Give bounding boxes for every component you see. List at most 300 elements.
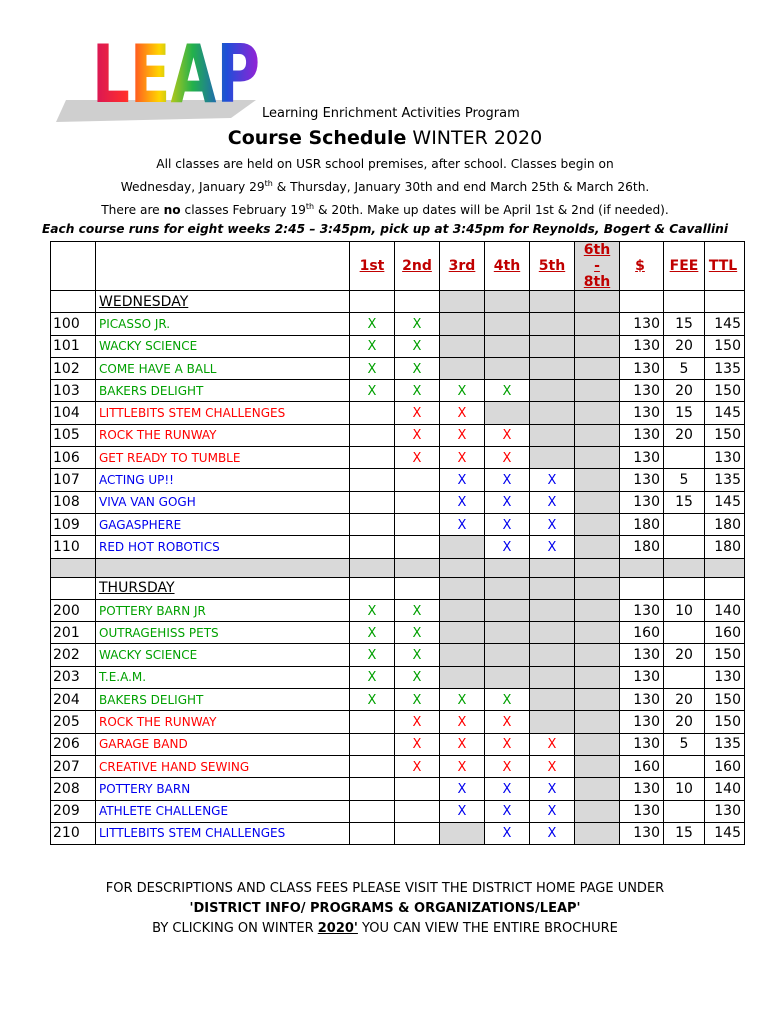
course-row xyxy=(51,424,745,446)
course-price: 130 xyxy=(620,447,664,469)
grade-mark: X xyxy=(502,781,512,797)
section-label-wednesday: WEDNESDAY xyxy=(99,293,189,310)
grade-cell xyxy=(350,666,395,688)
grade-cell xyxy=(575,424,620,446)
course-name: RED HOT ROBOTICS xyxy=(96,536,350,558)
grade-cell xyxy=(350,778,395,800)
grade-cell xyxy=(485,469,530,491)
grade-mark: X xyxy=(412,648,422,664)
grade-mark: X xyxy=(367,603,377,619)
course-name: ROCK THE RUNWAY xyxy=(96,424,350,446)
course-row xyxy=(51,622,745,644)
course-name: WACKY SCIENCE xyxy=(96,335,350,357)
grade-cell xyxy=(575,711,620,733)
course-total: 145 xyxy=(705,491,745,513)
course-number: 208 xyxy=(51,778,96,800)
course-total: 140 xyxy=(705,599,745,621)
header-label-6th-8th xyxy=(575,242,619,290)
course-price: 130 xyxy=(620,733,664,755)
section-grade-cell xyxy=(485,291,530,313)
grade-cell xyxy=(575,536,620,558)
grade-cell xyxy=(485,424,530,446)
course-number: 210 xyxy=(51,822,96,844)
header-label-2nd: 2nd xyxy=(402,258,432,274)
section-grade-cell xyxy=(575,577,620,599)
header-6th-8th-part: 6th xyxy=(583,242,611,258)
grade-cell xyxy=(395,644,440,666)
intro-line-2: Wednesday, January 29th & Thursday, January 30th and end March 25th & March 26th. xyxy=(120,179,650,195)
grade-mark: X xyxy=(367,361,377,377)
grade-cell xyxy=(575,335,620,357)
grade-cell xyxy=(395,491,440,513)
section-label-thursday: THURSDAY xyxy=(99,580,175,597)
grade-cell xyxy=(440,622,485,644)
grade-cell xyxy=(395,313,440,335)
grade-cell xyxy=(485,402,530,424)
header-cell xyxy=(664,242,705,291)
grade-mark: X xyxy=(457,737,467,753)
grade-cell xyxy=(350,402,395,424)
course-price: 130 xyxy=(620,357,664,379)
course-row xyxy=(51,536,745,558)
grade-cell xyxy=(530,666,575,688)
course-total: 130 xyxy=(705,800,745,822)
grade-cell xyxy=(350,622,395,644)
course-total: 140 xyxy=(705,778,745,800)
grade-cell xyxy=(530,800,575,822)
grade-cell xyxy=(575,689,620,711)
grade-mark: X xyxy=(457,428,467,444)
course-fee: 20 xyxy=(664,424,705,446)
title-rest: WINTER 2020 xyxy=(412,127,543,149)
course-total: 160 xyxy=(705,755,745,777)
course-price: 160 xyxy=(620,755,664,777)
course-row xyxy=(51,689,745,711)
grade-mark: X xyxy=(457,450,467,466)
course-fee xyxy=(664,800,705,822)
grade-mark: X xyxy=(547,826,557,842)
section-ttl-cell xyxy=(705,291,745,313)
grade-cell xyxy=(575,666,620,688)
course-fee: 15 xyxy=(664,491,705,513)
course-fee xyxy=(664,513,705,535)
grade-mark: X xyxy=(502,714,512,730)
course-number: 110 xyxy=(51,536,96,558)
section-price-cell xyxy=(620,577,664,599)
header-label--: $ xyxy=(635,258,645,274)
course-number: 202 xyxy=(51,644,96,666)
course-number: 204 xyxy=(51,689,96,711)
grade-cell xyxy=(395,447,440,469)
grade-cell xyxy=(485,778,530,800)
course-price: 180 xyxy=(620,536,664,558)
course-name: COME HAVE A BALL xyxy=(96,357,350,379)
course-number: 107 xyxy=(51,469,96,491)
grade-mark: X xyxy=(367,339,377,355)
course-number: 207 xyxy=(51,755,96,777)
header-label-fee: FEE xyxy=(669,258,699,274)
spacer-cell xyxy=(350,558,395,577)
section-num-cell xyxy=(51,577,96,599)
course-fee: 15 xyxy=(664,313,705,335)
footer-line-1: FOR DESCRIPTIONS AND CLASS FEES PLEASE VISIT THE DISTRICT HOME PAGE UNDER xyxy=(105,881,665,896)
spacer-cell xyxy=(575,558,620,577)
intro-line-3: There are no classes February 19th & 20th. Make up dates will be April 1st & 2nd (if needed). xyxy=(101,202,669,218)
grade-cell xyxy=(575,357,620,379)
course-total: 145 xyxy=(705,402,745,424)
course-schedule-table xyxy=(50,241,745,845)
header-label-4th: 4th xyxy=(493,258,521,274)
grade-cell xyxy=(395,536,440,558)
grade-cell xyxy=(530,599,575,621)
svg-text:LEAP: LEAP xyxy=(92,28,260,121)
grade-cell xyxy=(485,335,530,357)
course-number: 103 xyxy=(51,380,96,402)
section-grade-cell xyxy=(440,291,485,313)
course-number: 203 xyxy=(51,666,96,688)
course-number: 205 xyxy=(51,711,96,733)
course-number: 108 xyxy=(51,491,96,513)
course-fee: 5 xyxy=(664,357,705,379)
course-total: 150 xyxy=(705,689,745,711)
section-grade-cell xyxy=(530,291,575,313)
course-price: 130 xyxy=(620,822,664,844)
grade-mark: X xyxy=(367,648,377,664)
course-name: T.E.A.M. xyxy=(96,666,350,688)
title-bold: Course Schedule xyxy=(227,127,407,149)
course-number: 104 xyxy=(51,402,96,424)
section-grade-cell xyxy=(530,577,575,599)
grade-cell xyxy=(575,644,620,666)
grade-cell xyxy=(485,599,530,621)
grade-cell xyxy=(530,536,575,558)
footer-line-2: 'DISTRICT INFO/ PROGRAMS & ORGANIZATIONS/LEAP' xyxy=(189,901,581,916)
spacer-cell xyxy=(440,558,485,577)
table-header-row xyxy=(51,242,745,291)
grade-cell xyxy=(395,599,440,621)
grade-cell xyxy=(575,469,620,491)
grade-cell xyxy=(350,357,395,379)
course-row xyxy=(51,822,745,844)
grade-cell xyxy=(395,402,440,424)
course-name: PICASSO JR. xyxy=(96,313,350,335)
grade-cell xyxy=(350,513,395,535)
course-number: 101 xyxy=(51,335,96,357)
grade-cell xyxy=(485,513,530,535)
grade-mark: X xyxy=(457,714,467,730)
course-total: 150 xyxy=(705,335,745,357)
course-price: 130 xyxy=(620,711,664,733)
grade-cell xyxy=(440,822,485,844)
grade-cell xyxy=(350,447,395,469)
course-row xyxy=(51,313,745,335)
grade-mark: X xyxy=(502,428,512,444)
grade-mark: X xyxy=(412,692,422,708)
intro-line-4: Each course runs for eight weeks 2:45 – 3:45pm, pick up at 3:45pm for Reynolds, Bogert & Cavallini xyxy=(41,222,729,237)
course-row xyxy=(51,380,745,402)
program-subtitle: Learning Enrichment Activities Program xyxy=(262,106,520,121)
course-row xyxy=(51,469,745,491)
grade-mark: X xyxy=(412,316,422,332)
course-row xyxy=(51,447,745,469)
grade-cell xyxy=(530,622,575,644)
grade-mark: X xyxy=(457,759,467,775)
grade-mark: X xyxy=(457,781,467,797)
grade-cell xyxy=(530,491,575,513)
grade-mark: X xyxy=(457,495,467,511)
grade-mark: X xyxy=(457,473,467,489)
section-grade-cell xyxy=(350,291,395,313)
section-grade-cell xyxy=(350,577,395,599)
course-total: 135 xyxy=(705,469,745,491)
grade-mark: X xyxy=(367,670,377,686)
course-total: 145 xyxy=(705,822,745,844)
course-price: 130 xyxy=(620,666,664,688)
section-num-cell xyxy=(51,291,96,313)
grade-mark: X xyxy=(412,670,422,686)
course-fee xyxy=(664,755,705,777)
spacer-cell xyxy=(96,558,350,577)
grade-cell xyxy=(485,711,530,733)
course-row xyxy=(51,402,745,424)
grade-cell xyxy=(440,469,485,491)
grade-cell xyxy=(440,644,485,666)
course-name: LITTLEBITS STEM CHALLENGES xyxy=(96,402,350,424)
grade-mark: X xyxy=(547,737,557,753)
course-row xyxy=(51,357,745,379)
page-title xyxy=(0,127,770,149)
course-name: BAKERS DELIGHT xyxy=(96,689,350,711)
grade-mark: X xyxy=(412,450,422,466)
course-fee: 20 xyxy=(664,335,705,357)
grade-mark: X xyxy=(502,495,512,511)
grade-cell xyxy=(395,424,440,446)
spacer-cell xyxy=(705,558,745,577)
grade-cell xyxy=(395,469,440,491)
course-total: 150 xyxy=(705,380,745,402)
course-total: 145 xyxy=(705,313,745,335)
grade-cell xyxy=(350,800,395,822)
intro-text xyxy=(0,155,770,239)
grade-cell xyxy=(575,447,620,469)
course-row xyxy=(51,666,745,688)
spacer-cell xyxy=(395,558,440,577)
grade-mark: X xyxy=(412,361,422,377)
grade-cell xyxy=(575,491,620,513)
course-fee: 20 xyxy=(664,380,705,402)
course-fee: 10 xyxy=(664,599,705,621)
course-fee: 5 xyxy=(664,469,705,491)
course-number: 200 xyxy=(51,599,96,621)
course-price: 130 xyxy=(620,469,664,491)
grade-mark: X xyxy=(502,450,512,466)
grade-mark: X xyxy=(502,826,512,842)
course-number: 209 xyxy=(51,800,96,822)
spacer-cell xyxy=(51,558,96,577)
grade-cell xyxy=(575,733,620,755)
header-cell xyxy=(620,242,664,291)
grade-cell xyxy=(395,800,440,822)
grade-cell xyxy=(350,599,395,621)
course-price: 130 xyxy=(620,424,664,446)
grade-cell xyxy=(530,335,575,357)
course-number: 109 xyxy=(51,513,96,535)
section-grade-cell xyxy=(395,291,440,313)
grade-mark: X xyxy=(502,692,512,708)
grade-cell xyxy=(485,689,530,711)
grade-cell xyxy=(440,733,485,755)
section-grade-cell xyxy=(485,577,530,599)
grade-cell xyxy=(575,380,620,402)
grade-cell xyxy=(395,822,440,844)
spacer-cell xyxy=(530,558,575,577)
course-name: VIVA VAN GOGH xyxy=(96,491,350,513)
grade-cell xyxy=(440,357,485,379)
header-label-5th: 5th xyxy=(538,258,566,274)
grade-cell xyxy=(440,778,485,800)
grade-mark: X xyxy=(502,737,512,753)
course-row xyxy=(51,733,745,755)
grade-cell xyxy=(350,380,395,402)
course-total: 180 xyxy=(705,513,745,535)
course-fee: 10 xyxy=(664,778,705,800)
course-price: 160 xyxy=(620,622,664,644)
grade-cell xyxy=(350,755,395,777)
grade-cell xyxy=(530,357,575,379)
spacer-cell xyxy=(664,558,705,577)
header-6th-8th-part: - xyxy=(594,258,600,274)
grade-cell xyxy=(530,402,575,424)
course-price: 130 xyxy=(620,644,664,666)
grade-mark: X xyxy=(547,759,557,775)
course-price: 130 xyxy=(620,491,664,513)
section-grade-cell xyxy=(575,291,620,313)
course-fee xyxy=(664,666,705,688)
grade-cell xyxy=(440,513,485,535)
grade-mark: X xyxy=(547,539,557,555)
course-name: BAKERS DELIGHT xyxy=(96,380,350,402)
course-price: 130 xyxy=(620,380,664,402)
section-ttl-cell xyxy=(705,577,745,599)
intro-line-1: All classes are held on USR school premises, after school. Classes begin on xyxy=(156,157,614,171)
course-fee xyxy=(664,536,705,558)
course-total: 130 xyxy=(705,666,745,688)
course-row xyxy=(51,599,745,621)
grade-cell xyxy=(440,599,485,621)
grade-mark: X xyxy=(412,339,422,355)
footer-text xyxy=(0,879,770,939)
grade-cell xyxy=(485,755,530,777)
course-name: GARAGE BAND xyxy=(96,733,350,755)
header-cell xyxy=(440,242,485,291)
course-price: 130 xyxy=(620,599,664,621)
grade-mark: X xyxy=(412,383,422,399)
course-fee: 15 xyxy=(664,402,705,424)
grade-cell xyxy=(440,711,485,733)
grade-cell xyxy=(485,313,530,335)
course-name: GET READY TO TUMBLE xyxy=(96,447,350,469)
header-cell xyxy=(485,242,530,291)
grade-cell xyxy=(485,447,530,469)
course-row xyxy=(51,711,745,733)
grade-mark: X xyxy=(412,603,422,619)
spacer-row xyxy=(51,558,745,577)
grade-cell xyxy=(485,622,530,644)
course-total: 160 xyxy=(705,622,745,644)
course-name: GAGASPHERE xyxy=(96,513,350,535)
grade-cell xyxy=(440,447,485,469)
course-name: LITTLEBITS STEM CHALLENGES xyxy=(96,822,350,844)
header-6th-8th-part: 8th xyxy=(583,274,611,290)
grade-cell xyxy=(350,536,395,558)
grade-cell xyxy=(530,733,575,755)
grade-cell xyxy=(395,513,440,535)
grade-cell xyxy=(440,424,485,446)
grade-cell xyxy=(350,313,395,335)
course-fee: 5 xyxy=(664,733,705,755)
grade-mark: X xyxy=(412,714,422,730)
course-fee: 15 xyxy=(664,822,705,844)
grade-cell xyxy=(395,755,440,777)
course-row xyxy=(51,335,745,357)
grade-mark: X xyxy=(457,406,467,422)
course-name: ROCK THE RUNWAY xyxy=(96,711,350,733)
grade-cell xyxy=(440,491,485,513)
course-number: 105 xyxy=(51,424,96,446)
grade-mark: X xyxy=(412,759,422,775)
course-price: 130 xyxy=(620,335,664,357)
course-total: 150 xyxy=(705,644,745,666)
course-number: 201 xyxy=(51,622,96,644)
grade-cell xyxy=(485,822,530,844)
course-total: 150 xyxy=(705,424,745,446)
grade-cell xyxy=(575,402,620,424)
grade-cell xyxy=(350,335,395,357)
grade-mark: X xyxy=(367,692,377,708)
grade-cell xyxy=(530,711,575,733)
course-row xyxy=(51,644,745,666)
header-name-cell xyxy=(96,242,350,291)
grade-cell xyxy=(530,778,575,800)
grade-mark: X xyxy=(547,495,557,511)
grade-mark: X xyxy=(367,625,377,641)
course-total: 130 xyxy=(705,447,745,469)
header-cell xyxy=(705,242,745,291)
course-row xyxy=(51,513,745,535)
grade-cell xyxy=(530,689,575,711)
section-fee-cell xyxy=(664,577,705,599)
course-number: 106 xyxy=(51,447,96,469)
course-name: POTTERY BARN xyxy=(96,778,350,800)
grade-cell xyxy=(350,733,395,755)
header-cell xyxy=(575,242,620,291)
grade-mark: X xyxy=(412,428,422,444)
grade-cell xyxy=(485,733,530,755)
course-fee: 20 xyxy=(664,644,705,666)
course-fee xyxy=(664,622,705,644)
course-fee: 20 xyxy=(664,689,705,711)
course-row xyxy=(51,778,745,800)
grade-mark: X xyxy=(547,804,557,820)
grade-cell xyxy=(440,380,485,402)
section-fee-cell xyxy=(664,291,705,313)
grade-cell xyxy=(350,491,395,513)
grade-mark: X xyxy=(412,737,422,753)
course-total: 135 xyxy=(705,733,745,755)
section-row-wednesday xyxy=(51,291,745,313)
grade-mark: X xyxy=(547,781,557,797)
course-fee xyxy=(664,447,705,469)
